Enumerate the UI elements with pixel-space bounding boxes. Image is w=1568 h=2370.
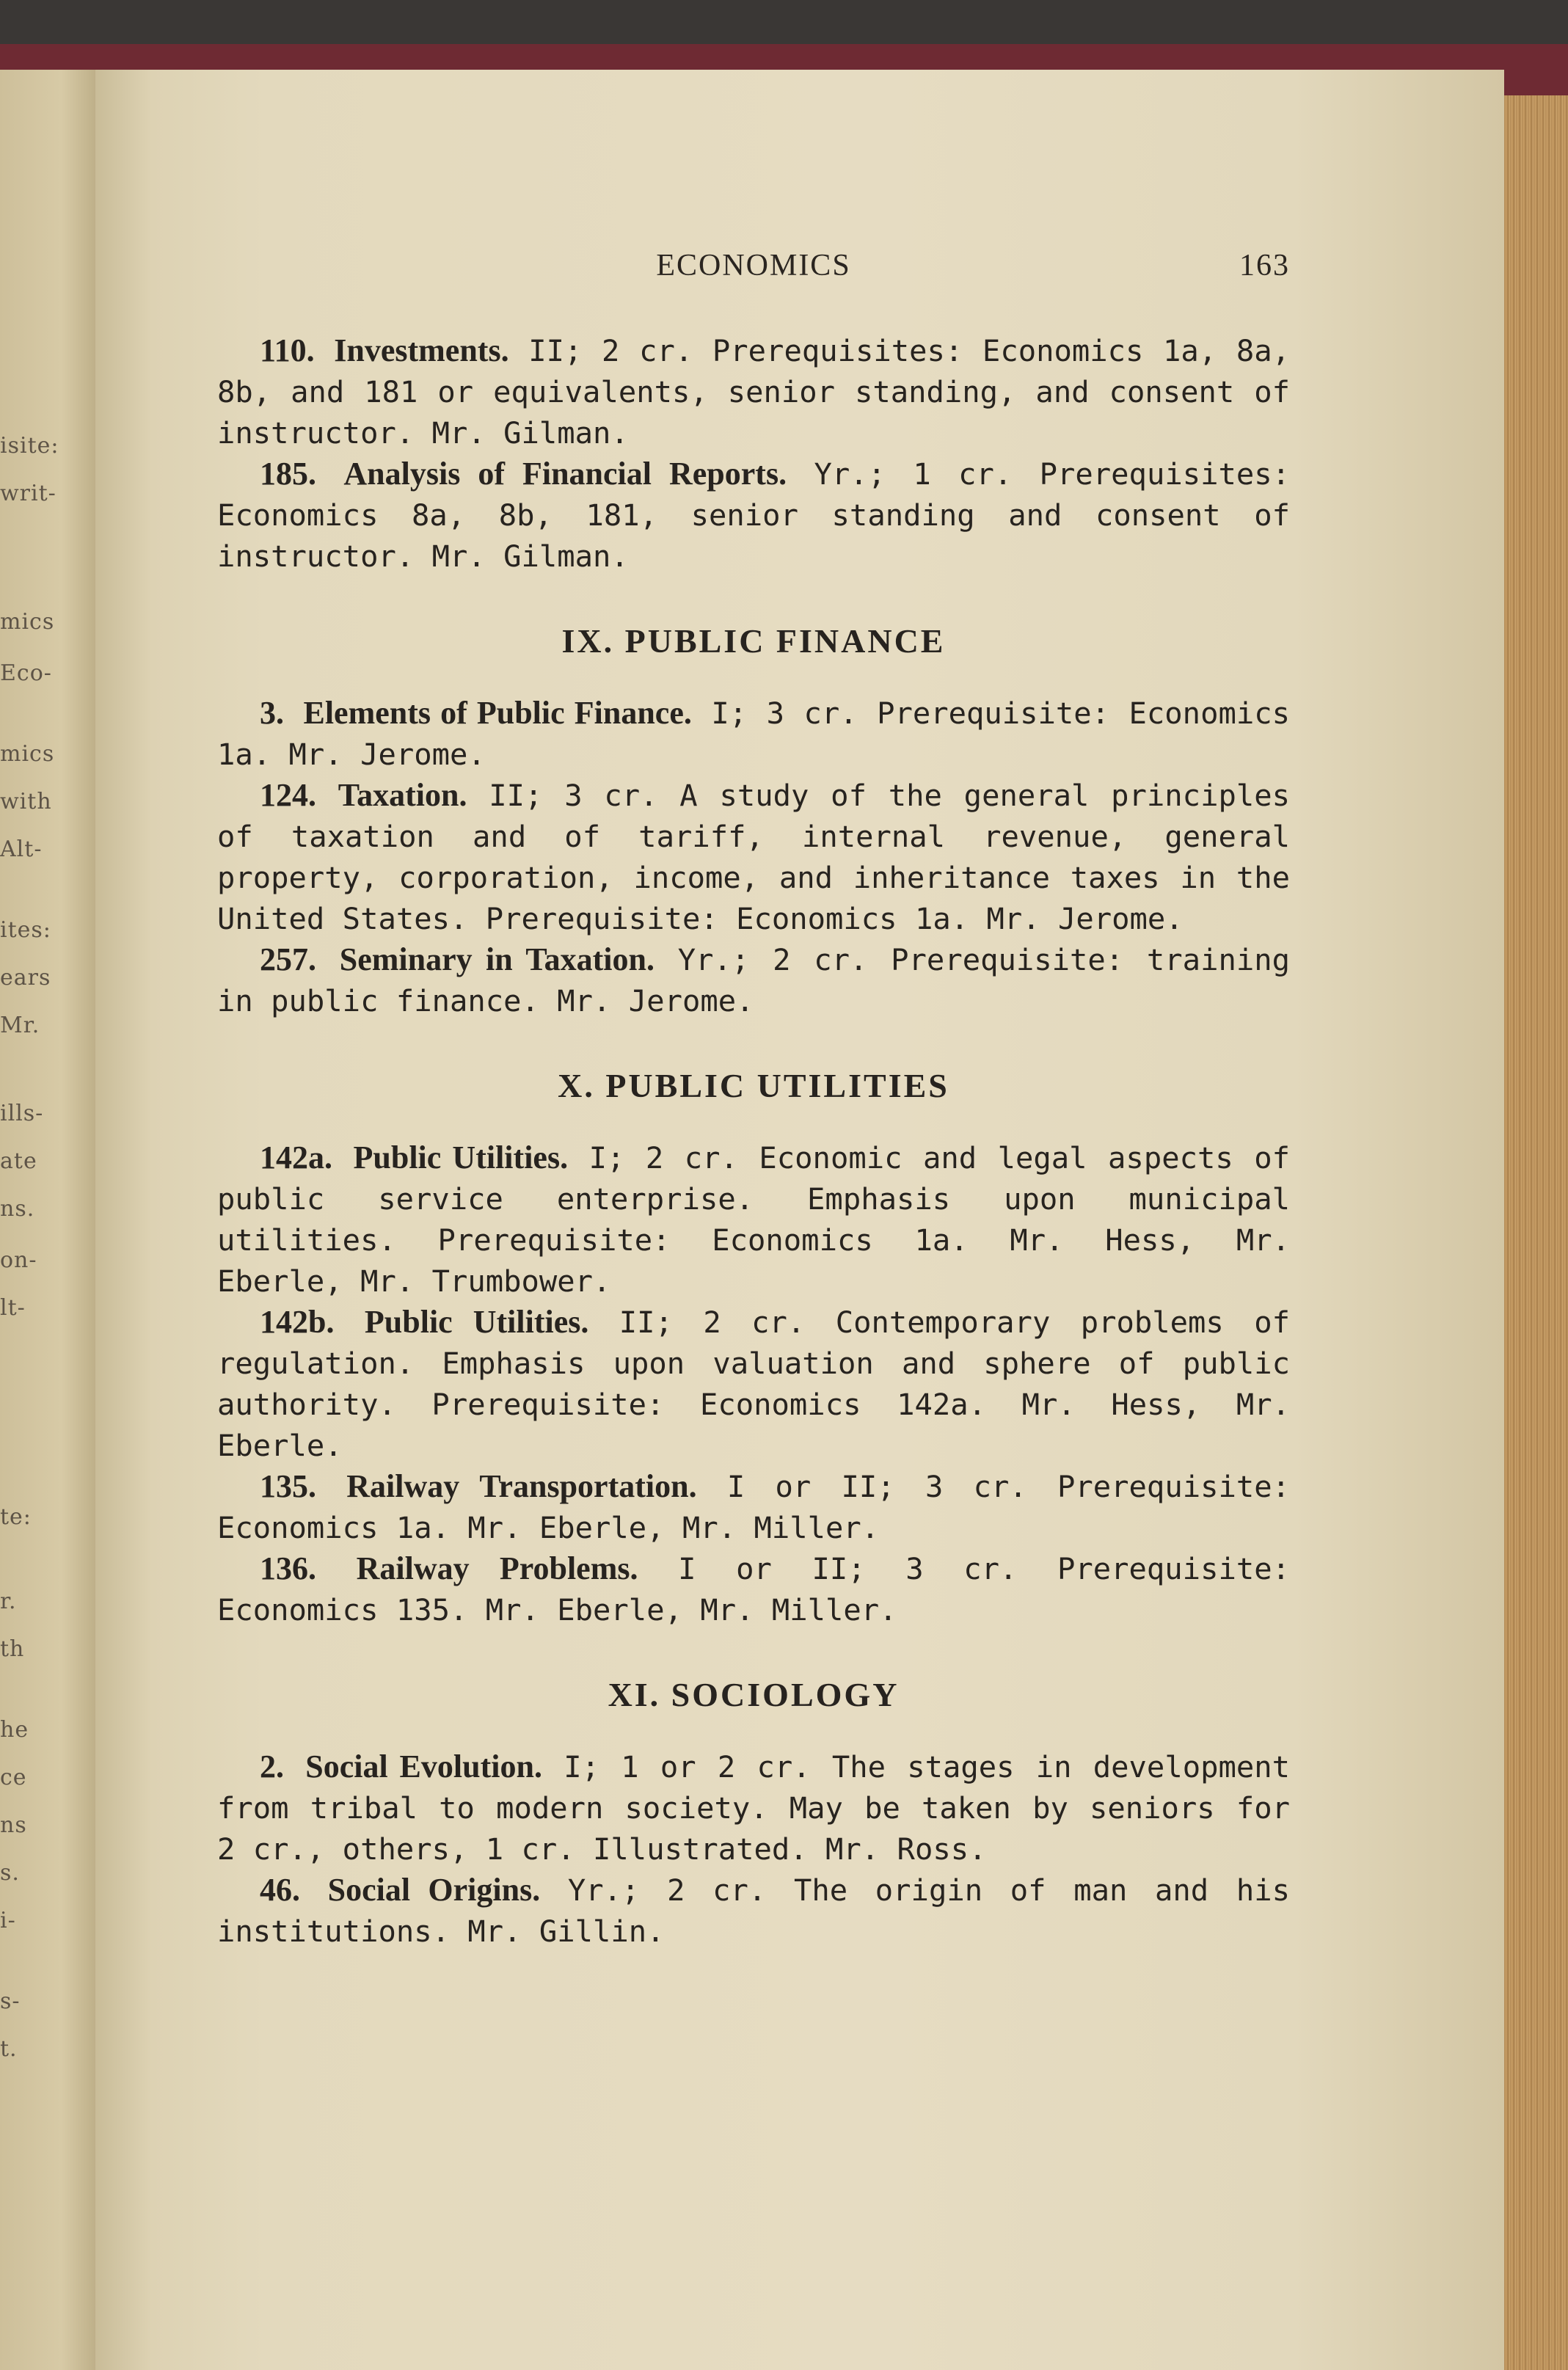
left-page-text-fragment: mics xyxy=(0,741,55,767)
course-title: Public Utilities. xyxy=(353,1140,569,1175)
course-number: 142a. xyxy=(260,1140,332,1175)
course-title: Social Evolution. xyxy=(305,1749,542,1784)
left-page-text-fragment: ites: xyxy=(0,917,51,943)
course-entry xyxy=(217,1870,1290,1952)
course-number: 257. xyxy=(260,941,316,977)
left-page-text-fragment: Mr. xyxy=(0,1013,40,1038)
left-page-text-fragment: s- xyxy=(0,1988,21,2014)
course-title: Elements of Public Finance. xyxy=(303,695,692,731)
section-heading: X. PUBLIC UTILITIES xyxy=(558,1067,949,1104)
course-description: II; 2 cr. Contemporary problems of regulation. Emphasis upon valuation and sphere of public authority. Prerequisite: Economics 142a. Mr. Hess, Mr. Eberle. xyxy=(217,1305,1290,1463)
course-description: I; 1 or 2 cr. The stages in development from tribal to modern society. May be taken by seniors for 2 cr., others, 1 cr. Illustrated. Mr. Ross. xyxy=(217,1749,1290,1867)
course-number: 142b. xyxy=(260,1304,335,1340)
course-number: 136. xyxy=(260,1550,316,1586)
left-page-text-fragment: Alt- xyxy=(0,836,43,862)
left-page-text-fragment: ce xyxy=(0,1765,27,1790)
course-description: I or II; 3 cr. Prerequisite: Economics 1a. Mr. Eberle, Mr. Miller. xyxy=(217,1469,1290,1545)
course-entry xyxy=(217,1746,1290,1870)
course-entry xyxy=(217,453,1290,577)
section-heading: XI. SOCIOLOGY xyxy=(608,1676,900,1713)
page-fore-edge xyxy=(1504,95,1568,2370)
course-entry xyxy=(217,939,1290,1021)
page-body xyxy=(217,330,1290,1952)
course-description: I or II; 3 cr. Prerequisite: Economics 135. Mr. Eberle, Mr. Miller. xyxy=(217,1551,1290,1627)
course-title: Taxation. xyxy=(338,777,467,813)
running-header xyxy=(217,248,1290,292)
left-page-text-fragment: th xyxy=(0,1636,25,1662)
course-description: I; 3 cr. Prerequisite: Economics 1a. Mr. Jerome. xyxy=(217,696,1290,772)
course-title: Investments. xyxy=(334,332,509,368)
section-heading: IX. PUBLIC FINANCE xyxy=(561,622,946,660)
course-entry xyxy=(217,1137,1290,1302)
course-entry xyxy=(217,330,1290,453)
course-number: 185. xyxy=(260,456,316,492)
course-entry xyxy=(217,1466,1290,1548)
course-number: 3. xyxy=(260,695,284,731)
course-entry xyxy=(217,693,1290,775)
course-title: Public Utilities. xyxy=(364,1304,589,1340)
left-page-edge xyxy=(0,70,103,2370)
left-page-text-fragment: Eco- xyxy=(0,660,52,686)
left-page-text-fragment: with xyxy=(0,789,52,814)
left-page-text-fragment: he xyxy=(0,1717,29,1743)
course-entry xyxy=(217,1302,1290,1466)
course-title: Analysis of Financial Reports. xyxy=(343,456,787,492)
left-page-text-fragment: ns xyxy=(0,1812,27,1838)
course-title: Railway Problems. xyxy=(356,1550,638,1586)
left-page-text-fragment: ns. xyxy=(0,1196,35,1222)
course-title: Social Origins. xyxy=(327,1872,541,1908)
left-page-text-fragment: ears xyxy=(0,965,51,991)
course-entry xyxy=(217,775,1290,939)
course-entry xyxy=(217,1548,1290,1630)
left-page-text-fragment: lt- xyxy=(0,1295,26,1321)
course-description: Yr.; 2 cr. Prerequisite: training in public finance. Mr. Jerome. xyxy=(217,942,1290,1018)
left-page-text-fragment: ills- xyxy=(0,1101,44,1126)
course-title: Seminary in Taxation. xyxy=(339,941,654,977)
left-page-text-fragment: mics xyxy=(0,609,55,635)
course-title: Railway Transportation. xyxy=(346,1468,697,1504)
page-number: 163 xyxy=(1239,249,1290,282)
course-number: 2. xyxy=(260,1749,284,1784)
course-description: I; 2 cr. Economic and legal aspects of public service enterprise. Emphasis upon municipal utilities. Prerequisite: Economics 1a. Mr. Hess, Mr. Eberle, Mr. Trumbower. xyxy=(217,1140,1291,1299)
left-page-text-fragment: ate xyxy=(0,1148,37,1174)
course-description: Yr.; 1 cr. Prerequisites: Economics 8a, 8b, 181, senior standing and consent of instructor. Mr. Gilman. xyxy=(217,456,1291,574)
left-page-text-fragment: t. xyxy=(0,2036,18,2062)
course-number: 110. xyxy=(260,332,315,368)
course-number: 46. xyxy=(260,1872,300,1908)
left-page-text-fragment: te: xyxy=(0,1504,32,1530)
course-number: 124. xyxy=(260,777,316,813)
running-header-title: ECONOMICS xyxy=(656,249,851,282)
left-page-text-fragment: i- xyxy=(0,1908,16,1933)
left-page-text-fragment: isite: xyxy=(0,433,59,459)
left-page-text-fragment: writ- xyxy=(0,481,56,506)
left-page-text-fragment: s. xyxy=(0,1860,20,1886)
left-page-text-fragment: on- xyxy=(0,1247,37,1273)
course-description: II; 3 cr. A study of the general principles of taxation and of tariff, internal revenue, general property, corporation, income, and inheritance taxes in the United States. Prerequisite: Economics 1a. Mr. Jerome. xyxy=(217,778,1290,936)
course-description: Yr.; 2 cr. The origin of man and his institutions. Mr. Gillin. xyxy=(217,1873,1290,1949)
left-page-text-fragment: r. xyxy=(0,1589,17,1614)
course-description: II; 2 cr. Prerequisites: Economics 1a, 8a, 8b, and 181 or equivalents, senior standing, and consent of instructor. Mr. Gilman. xyxy=(217,333,1291,451)
course-number: 135. xyxy=(260,1468,316,1504)
